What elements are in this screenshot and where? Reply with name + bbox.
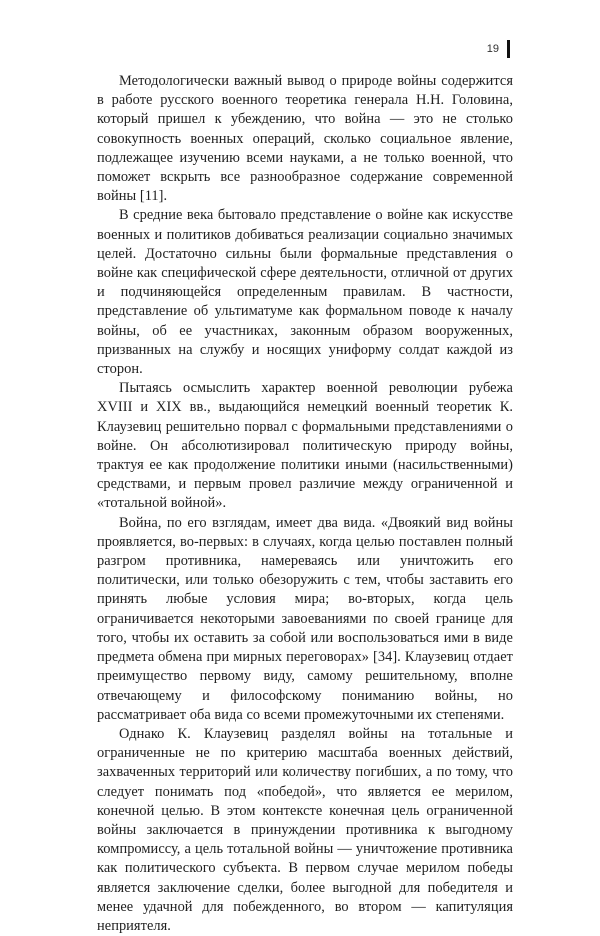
page-marker-bar	[507, 40, 510, 58]
paragraph: В средние века бытовало представление о войне как искусстве военных и политиков добиваться реализации социально значимых целей. Достаточно сильны были формальные представления о войне как специфической сфере деятельности, отличной от других и подчиняющейся определенным правилам. В частности, представление об ультиматуме как формальном поводе к началу войны, об ее участниках, законным образом вооруженных, призванных на службу и носящих униформу солдат каждой из сторон.	[97, 207, 513, 378]
body-text	[97, 72, 513, 936]
paragraph: Однако К. Клаузевиц разделял войны на тотальные и ограниченные не по критерию масштаба военных действий, захваченных территорий или количеству погибших, а по тому, что следует понимать под «победой», что является ее мерилом, конечной целью. В этом контексте конечная цель ограниченной войны заключается в принуждении противника к выгодному компромиссу, а цель тотальной войны — уничтожение противника как политического субъекта. В первом случае мерилом победы является заключение сделки, более выгодной для победителя и менее удачной для побежденного, во втором — капитуляция неприятеля.	[97, 725, 513, 934]
paragraph: Пытаясь осмыслить характер военной революции рубежа XVIII и XIX вв., выдающийся немецкий военный теоретик К. Клаузевиц решительно порвал с формальными представлениями о войне. Он абсолютизировал политическую природу войны, трактуя ее как продолжение политики иными (насильственными) средствами, и первым провел различие между ограниченной и «тотальной войной».	[97, 380, 513, 512]
page-number: 19	[486, 43, 499, 55]
paragraph: Методологически важный вывод о природе войны содержится в работе русского военного теоретика генерала Н.Н. Головина, который пришел к убеждению, что война — это не столько совокупность военных операций, сколько социальное явление, подлежащее изучению всеми науками, а не только военной, что поможет вскрыть все разнообразное содержание современной войны [11].	[97, 73, 513, 205]
page-header	[487, 40, 510, 58]
paragraph: Война, по его взглядам, имеет два вида. «Двоякий вид войны проявляется, во-первых: в случаях, когда целью поставлен полный разгром противника, намереваясь или уничтожить его политически, или только обезоружить с тем, чтобы заставить его принять любые условия мира; во-вторых, когда цель ограничивается некоторыми завоеваниями по своей границе для того, чтобы их оставить за собой или воспользоваться ими в виде предмета обмена при мирных переговорах» [34]. Клаузевиц отдает преимущество первому виду, самому решительному, вполне отвечающему и философскому пониманию войны, но рассматривает оба вида со всеми промежуточными их степенями.	[97, 514, 513, 723]
